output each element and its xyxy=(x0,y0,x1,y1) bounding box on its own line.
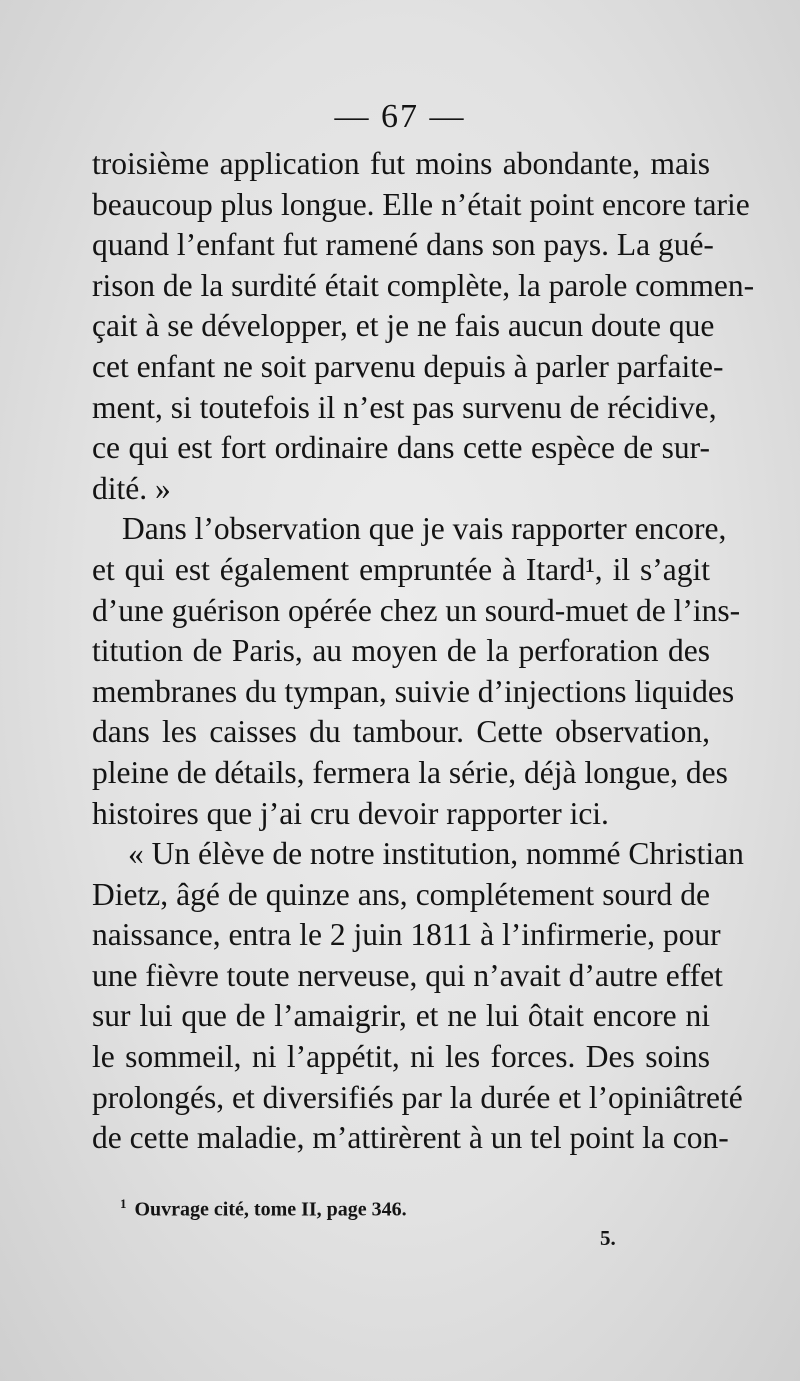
text-line: dans les caisses du tambour. Cette observation, xyxy=(92,714,710,750)
footnote-text: Ouvrage cité, tome II, page 346. xyxy=(134,1198,407,1221)
text-line: ment, si toutefois il n’est pas survenu de récidive, xyxy=(92,389,717,425)
text-line: çait à se développer, et je ne fais aucun doute que xyxy=(92,308,715,344)
signature-mark: 5. xyxy=(600,1226,616,1250)
text-line: de cette maladie, m’attirèrent à un tel point la con- xyxy=(92,1120,729,1156)
text-line: prolongés, et diversifiés par la durée et l’opiniâtreté xyxy=(92,1079,743,1115)
text-line: titution de Paris, au moyen de la perforation des xyxy=(92,633,710,669)
text-line: Dans l’observation que je vais rapporter encore, xyxy=(122,511,727,547)
text-line: membranes du tympan, suivie d’injections liquides xyxy=(92,673,735,709)
text-line: rison de la surdité était complète, la parole commen- xyxy=(92,267,755,303)
text-line: quand l’enfant fut ramené dans son pays. La gué- xyxy=(92,227,714,263)
text-line: d’une guérison opérée chez un sourd-muet de l’ins- xyxy=(92,592,741,628)
text-line: Dietz, âgé de quinze ans, complétement sourd de xyxy=(92,876,710,912)
body-text xyxy=(92,144,755,1159)
footnote xyxy=(120,1196,407,1222)
text-line: naissance, entra le 2 juin 1811 à l’infirmerie, pour xyxy=(92,917,721,953)
text-line: dité. » xyxy=(92,470,171,506)
footnote-marker: 1 xyxy=(120,1196,127,1211)
text-line: sur lui que de l’amaigrir, et ne lui ôtait encore ni xyxy=(92,998,710,1034)
text-line: et qui est également empruntée à Itard¹, il s’agit xyxy=(92,551,710,587)
text-line: ce qui est fort ordinaire dans cette espèce de sur- xyxy=(92,430,710,466)
text-line: histoires que j’ai cru devoir rapporter ici. xyxy=(92,795,609,831)
page-number: — 67 — xyxy=(334,98,466,135)
text-line: pleine de détails, fermera la série, déjà longue, des xyxy=(92,754,728,790)
text-line: une fièvre toute nerveuse, qui n’avait d’autre effet xyxy=(92,957,723,993)
text-line: « Un élève de notre institution, nommé Christian xyxy=(128,836,744,872)
text-line: beaucoup plus longue. Elle n’était point encore tarie xyxy=(92,186,750,222)
text-line: le sommeil, ni l’appétit, ni les forces. Des soins xyxy=(92,1039,710,1075)
text-line: cet enfant ne soit parvenu depuis à parler parfaite- xyxy=(92,348,724,384)
text-line: troisième application fut moins abondante, mais xyxy=(92,146,710,181)
